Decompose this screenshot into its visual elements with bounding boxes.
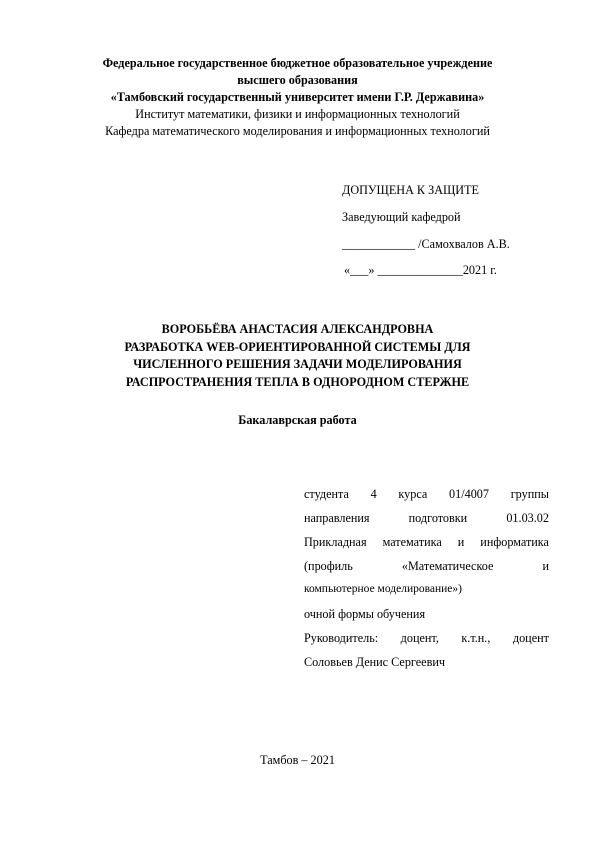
word: Прикладная: [304, 535, 367, 549]
word: и: [542, 559, 549, 573]
word: доцент,: [400, 631, 439, 645]
word: группы: [510, 487, 549, 501]
student-row-2: [304, 511, 549, 529]
word: направления: [304, 511, 370, 525]
approval-position: Заведующий кафедрой: [342, 210, 461, 224]
city-year: Тамбов – 2021: [260, 753, 335, 767]
word: Руководитель:: [304, 631, 379, 645]
word: подготовки: [408, 511, 468, 525]
student-row-1: [304, 487, 549, 505]
approval-title: ДОПУЩЕНА К ЗАЩИТЕ: [342, 183, 480, 197]
word: «Математическое: [401, 559, 494, 573]
approval-date: «___» ______________2021 г.: [344, 263, 497, 277]
approval-signature: ____________ /Самохвалов А.В.: [342, 237, 510, 251]
institution-header: [40, 55, 555, 140]
university-name: «Тамбовский государственный университет имени Г.Р. Державина»: [110, 90, 485, 104]
author-name: ВОРОБЬЁВА АНАСТАСИЯ АЛЕКСАНДРОВНА: [161, 322, 434, 336]
student-row-4: [304, 559, 549, 577]
word: математика: [382, 535, 442, 549]
student-row-6: очной формы обучения: [304, 607, 426, 621]
student-row-7: [304, 631, 549, 649]
institute-name: Институт математики, физики и информационных технологий: [135, 107, 460, 121]
word: 01.03.02: [506, 511, 549, 525]
thesis-title-line-3: РАСПРОСТРАНЕНИЯ ТЕПЛА В ОДНОРОДНОМ СТЕРЖНЕ: [125, 374, 470, 389]
word: курса: [398, 487, 428, 501]
student-row-3: [304, 535, 549, 553]
word: 01/4007: [449, 487, 489, 501]
institution-line-2: высшего образования: [237, 73, 358, 87]
thesis-title-line-2: ЧИСЛЕННОГО РЕШЕНИЯ ЗАДАЧИ МОДЕЛИРОВАНИЯ: [133, 357, 462, 371]
work-type: Бакалаврская работа: [238, 413, 357, 427]
word: и: [457, 535, 465, 549]
supervisor-name: Соловьев Денис Сергеевич: [304, 655, 445, 669]
word: студента: [304, 487, 349, 501]
word: (профиль: [304, 559, 353, 573]
word: к.т.н.,: [461, 631, 491, 645]
thesis-title-block: [60, 321, 535, 391]
department-name: Кафедра математического моделирования и информационных технологий: [105, 124, 490, 138]
institution-line-1: Федеральное государственное бюджетное образовательное учреждение: [102, 56, 493, 70]
word: 4: [370, 487, 377, 501]
student-row-5: компьютерное моделирование»): [304, 583, 462, 595]
thesis-title-line-1: РАЗРАБОТКА WEB-ОРИЕНТИРОВАННОЙ СИСТЕМЫ ДЛЯ: [124, 339, 471, 354]
word: доцент: [512, 631, 549, 645]
word: информатика: [480, 535, 549, 549]
